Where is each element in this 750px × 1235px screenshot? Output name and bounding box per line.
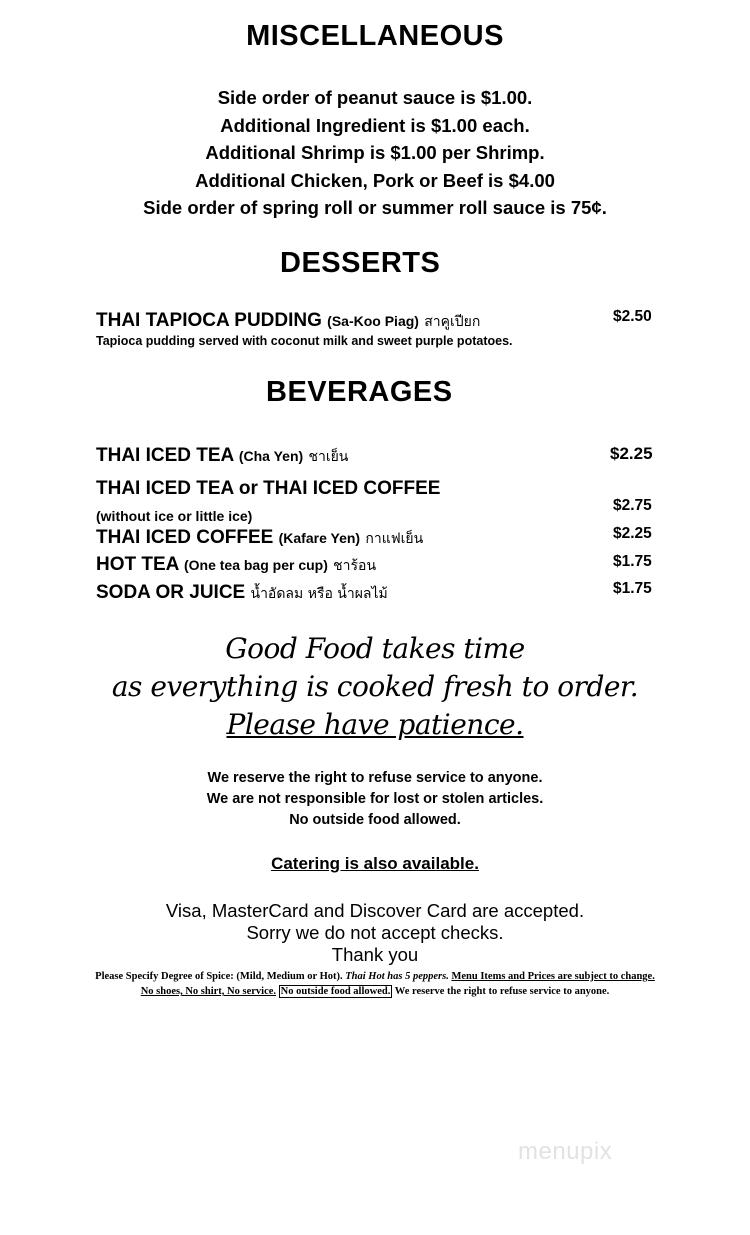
- beverage-name: THAI ICED COFFEE: [96, 527, 274, 548]
- footnote-line-1: [0, 971, 750, 982]
- beverage-item: [96, 527, 423, 550]
- subject-to-change-note: Menu Items and Prices are subject to change.: [451, 971, 655, 982]
- misc-line: Side order of peanut sauce is $1.00.: [217, 87, 533, 108]
- dessert-description: Tapioca pudding served with coconut milk and sweet purple potatoes.: [96, 334, 513, 348]
- dessert-name: THAI TAPIOCA PUDDING: [96, 310, 322, 331]
- beverages-heading: BEVERAGES: [266, 376, 453, 408]
- beverage-joiner: or: [238, 478, 258, 499]
- payment-line: Visa, MasterCard and Discover Card are accepted.: [165, 900, 585, 921]
- policy-line: We are not responsible for lost or stolen articles.: [206, 791, 544, 807]
- misc-list: [0, 84, 750, 222]
- reserve-note: We reserve the right to refuse service to anyone.: [394, 986, 610, 997]
- beverage-sub: (One tea bag per cup): [183, 557, 328, 573]
- message-line: as everything is cooked fresh to order.: [111, 670, 639, 703]
- dessert-sub: (Sa-Koo Piag): [327, 313, 419, 329]
- beverage-thai: น้ำอัดลม หรือ น้ำผลไม้: [250, 586, 388, 602]
- misc-line: Additional Shrimp is $1.00 per Shrimp.: [205, 142, 545, 163]
- beverage-item: [96, 554, 376, 577]
- message-line: Good Food takes time: [225, 632, 525, 665]
- catering-note: Catering is also available.: [271, 854, 479, 873]
- beverage-thai: ชาเย็น: [308, 449, 349, 465]
- message-emphasis: Please have patience.: [226, 708, 524, 741]
- beverage-name: THAI ICED TEA: [96, 445, 234, 466]
- spice-note: Please Specify Degree of Spice: (Mild, Medium or Hot).: [95, 971, 343, 982]
- beverage-price: $2.25: [613, 525, 652, 542]
- policy-line: We reserve the right to refuse service to anyone.: [207, 770, 543, 786]
- footnote-line-2: [0, 986, 750, 997]
- patience-message: [0, 630, 750, 744]
- desserts-heading: DESSERTS: [280, 247, 441, 279]
- beverage-sub: (Cha Yen): [238, 448, 304, 464]
- beverage-item-note: [96, 505, 252, 527]
- beverage-name: SODA OR JUICE: [96, 582, 246, 603]
- beverage-thai: ชาร้อน: [333, 558, 377, 574]
- dessert-thai: สาคูเปียก: [424, 314, 481, 330]
- dessert-item: [96, 310, 480, 333]
- beverage-item: [96, 582, 388, 605]
- beverage-price: $1.75: [613, 580, 652, 597]
- beverage-item: [96, 445, 348, 468]
- thai-hot-note: Thai Hot has 5 peppers.: [345, 971, 449, 982]
- beverage-name-2: THAI ICED COFFEE: [263, 478, 441, 499]
- beverage-price: $1.75: [613, 553, 652, 570]
- policy-list: [0, 768, 750, 831]
- misc-line: Side order of spring roll or summer roll sauce is 75¢.: [143, 197, 607, 218]
- message-line: [0, 706, 750, 744]
- payment-line: Sorry we do not accept checks.: [246, 922, 504, 943]
- beverage-price: $2.25: [610, 444, 653, 463]
- dessert-price: $2.50: [613, 308, 652, 325]
- beverage-sub: (without ice or little ice): [96, 508, 253, 524]
- no-outside-food-note: No outside food allowed.: [280, 986, 391, 997]
- beverage-price: $2.75: [613, 497, 652, 514]
- beverage-thai: กาแฟเย็น: [365, 531, 424, 547]
- misc-heading: MISCELLANEOUS: [246, 20, 504, 52]
- payment-line: Thank you: [331, 944, 419, 965]
- payment-info: [0, 900, 750, 966]
- beverage-item: [96, 478, 440, 500]
- beverage-name: HOT TEA: [96, 554, 179, 575]
- misc-line: Additional Chicken, Pork or Beef is $4.00: [195, 169, 555, 191]
- watermark-logo: menupix: [518, 1138, 613, 1165]
- misc-line: Additional Ingredient is $1.00 each.: [220, 114, 530, 136]
- beverage-name: THAI ICED TEA: [96, 478, 234, 499]
- policy-line: No outside food allowed.: [289, 812, 461, 828]
- no-shoes-note: No shoes, No shirt, No service.: [140, 986, 277, 997]
- beverage-sub: (Kafare Yen): [278, 530, 361, 546]
